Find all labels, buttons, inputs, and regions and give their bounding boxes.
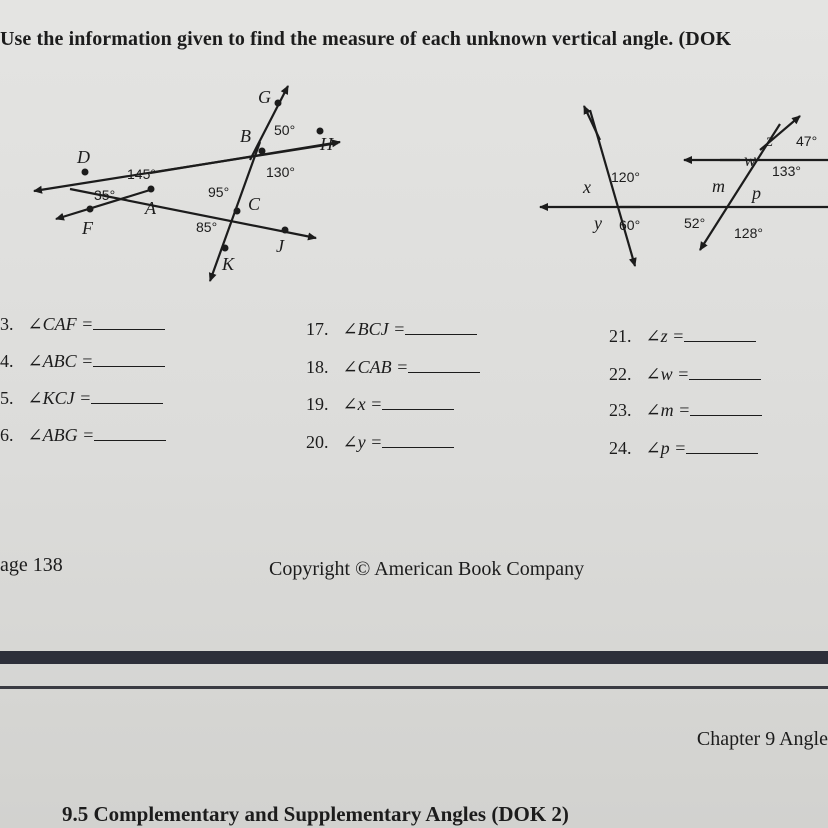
question-item: 23. ∠m = — [609, 400, 762, 421]
point-k — [222, 245, 229, 252]
label-h: H — [320, 134, 333, 154]
answer-blank[interactable] — [94, 426, 166, 441]
angle-52: 52° — [684, 215, 706, 231]
answer-blank[interactable] — [382, 395, 454, 410]
label-d: D — [77, 147, 90, 167]
label-y: y — [594, 213, 602, 233]
answer-blank[interactable] — [689, 365, 761, 380]
label-m: m — [712, 176, 725, 196]
point-a — [148, 186, 155, 193]
answer-blank[interactable] — [405, 320, 477, 335]
label-a: A — [145, 198, 156, 218]
chapter-heading: Chapter 9 Angle — [696, 728, 828, 750]
angle-120: 120° — [611, 169, 640, 185]
question-item: 3. ∠CAF = — [0, 314, 165, 335]
answer-blank[interactable] — [690, 401, 762, 416]
angle-145: 145° — [127, 166, 156, 182]
question-item: 4. ∠ABC = — [0, 351, 165, 372]
answer-blank[interactable] — [93, 315, 165, 330]
question-item: 6. ∠ABG = — [0, 425, 166, 446]
angle-85: 85° — [196, 219, 218, 235]
question-item: 18. ∠CAB = — [306, 357, 480, 378]
label-w: w — [744, 150, 757, 170]
question-item: 22. ∠w = — [609, 364, 761, 385]
label-z: z — [766, 130, 774, 150]
answer-blank[interactable] — [686, 439, 758, 454]
label-k: K — [222, 254, 235, 274]
answer-blank[interactable] — [91, 389, 163, 404]
angle-60: 60° — [619, 217, 641, 233]
answer-blank[interactable] — [408, 358, 480, 373]
instructions: Use the information given to find the measure of each unknown vertical angle. (DOK — [0, 28, 732, 50]
line-dh-right — [150, 142, 340, 173]
point-c — [234, 208, 241, 215]
label-p: p — [752, 183, 761, 203]
point-g — [275, 100, 282, 107]
angle-133: 133° — [772, 163, 801, 179]
label-j: J — [276, 236, 284, 256]
angle-35: 35° — [94, 187, 116, 203]
transversal-left-top — [584, 106, 600, 140]
angle-130: 130° — [266, 164, 295, 180]
divider-line — [0, 686, 828, 689]
section-title: 9.5 Complementary and Supplementary Angles (DOK 2) — [62, 802, 569, 826]
label-g: G — [258, 87, 271, 107]
page-number: age 138 — [0, 554, 63, 576]
label-c: C — [248, 194, 261, 214]
answer-blank[interactable] — [684, 327, 756, 342]
point-j — [282, 227, 289, 234]
divider-bar — [0, 651, 828, 664]
label-f: F — [82, 218, 93, 238]
angle-47: 47° — [796, 133, 818, 149]
diagram-left — [34, 86, 340, 281]
copyright: Copyright © American Book Company — [269, 558, 585, 580]
question-item: 5. ∠KCJ = — [0, 388, 163, 409]
point-d — [82, 169, 89, 176]
point-b — [259, 148, 266, 155]
question-item: 19. ∠x = — [306, 394, 454, 415]
question-item: 24. ∠p = — [609, 438, 758, 459]
angle-128: 128° — [734, 225, 763, 241]
point-f — [87, 206, 94, 213]
question-item: 20. ∠y = — [306, 432, 454, 453]
answer-blank[interactable] — [382, 433, 454, 448]
label-b: B — [240, 126, 251, 146]
question-item: 17. ∠BCJ = — [306, 319, 477, 340]
angle-95: 95° — [208, 184, 230, 200]
question-item: 21. ∠z = — [609, 326, 756, 347]
label-x: x — [583, 177, 591, 197]
answer-blank[interactable] — [93, 352, 165, 367]
angle-50: 50° — [274, 122, 296, 138]
